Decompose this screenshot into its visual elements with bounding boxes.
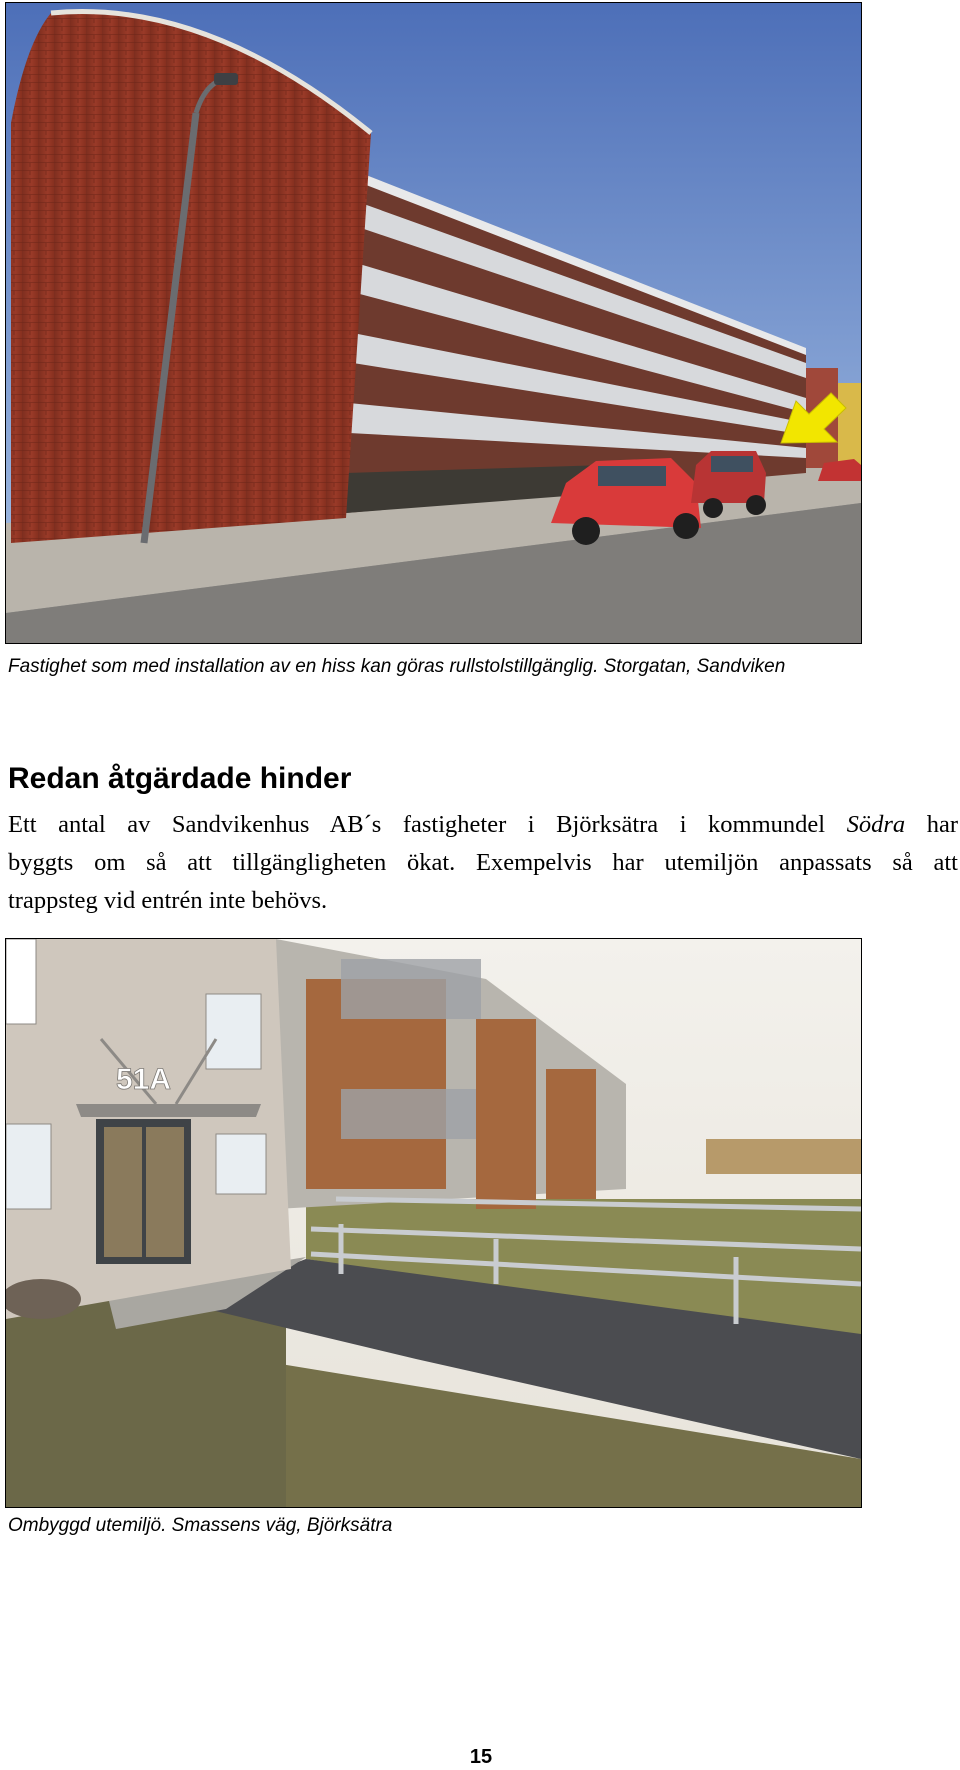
photo-outdoor-bjorksatra [5,938,862,1508]
photo-caption: Ombyggd utemiljö. Smassens väg, Björksätra [8,1515,393,1536]
paragraph-line: byggts om så att tillgängligheten ökat. Exempelvis har utemiljön anpassats så att [8,849,958,876]
paragraph-line: Ett antal av Sandvikenhus AB´s fastigheter i Björksätra i kommundel Södra har [8,811,959,838]
paragraph-line: trappsteg vid entrén inte behövs. [8,887,328,914]
section-paragraph [8,806,958,920]
photo-caption: Fastighet som med installation av en hiss kan göras rullstolstillgänglig. Storgatan, Sandviken [8,656,786,677]
section-heading: Redan åtgärdade hinder [8,762,352,795]
page-number: 15 [469,1746,493,1768]
photo-building-storgatan [5,2,862,644]
building-number-sign: 51A [116,1063,172,1096]
photo-building-storgatan-image [6,3,861,643]
photo-outdoor-bjorksatra-image [6,939,861,1507]
